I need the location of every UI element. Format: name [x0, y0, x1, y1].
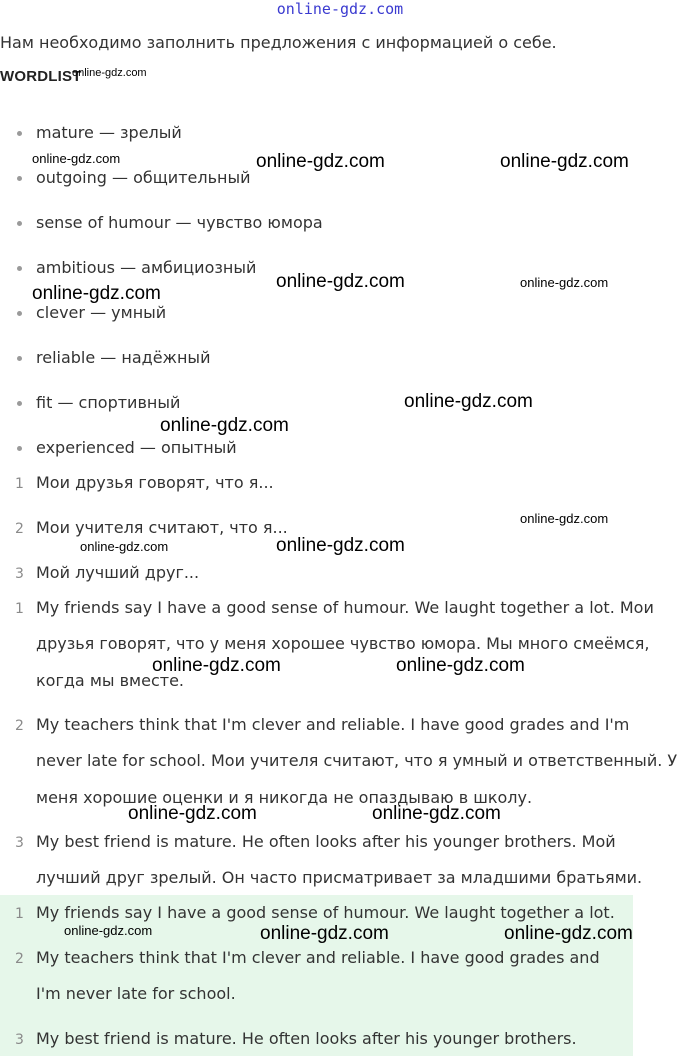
list-item	[36, 258, 256, 277]
list-item-text: reliable — надёжный	[36, 348, 211, 367]
answer-line: My best friend is mature. He often looks after his younger brothers. Мой	[36, 832, 616, 851]
bullet-dot	[17, 356, 22, 361]
watermark: online-gdz.com	[160, 415, 289, 436]
watermark: online-gdz.com	[504, 923, 633, 944]
item-number: 3	[15, 1032, 24, 1048]
watermark: online-gdz.com	[256, 151, 385, 172]
list-item	[36, 168, 251, 187]
item-number: 2	[15, 718, 24, 734]
answer-line: My teachers think that I'm clever and reliable. I have good grades and I'm	[36, 715, 630, 734]
list-item	[36, 393, 180, 412]
answer-line: My friends say I have a good sense of humour. We laught together a lot. Мои	[36, 598, 654, 617]
item-number: 3	[15, 566, 24, 582]
bullet-dot	[17, 131, 22, 136]
watermark: online-gdz.com	[32, 283, 161, 304]
answer-line: never late for school. Мои учителя считают, что я умный и ответственный. У	[36, 751, 678, 770]
item-number: 1	[15, 906, 24, 922]
prompt-text: Мой лучший друг...	[36, 563, 200, 582]
list-item	[36, 348, 210, 367]
final-answer-line: My best friend is mature. He often looks after his younger brothers.	[36, 1029, 577, 1048]
answer-line: друзья говорят, что у меня хорошее чувство юмора. Мы много смеёмся,	[36, 634, 650, 653]
watermark: online-gdz.com	[500, 151, 629, 172]
watermark: online-gdz.com	[276, 271, 405, 292]
watermark: online-gdz.com	[32, 151, 121, 166]
watermark: online-gdz.com	[64, 923, 153, 938]
watermark: online-gdz.com	[372, 803, 501, 824]
list-item-text: mature — зрелый	[36, 123, 182, 142]
answer-line: меня хорошие оценки и я никогда не опаздываю в школу.	[36, 788, 533, 807]
bullet-dot	[17, 311, 22, 316]
list-item-text: outgoing — общительный	[36, 168, 251, 187]
bullet-dot	[17, 176, 22, 181]
final-answer-line: I'm never late for school.	[36, 984, 236, 1003]
item-number: 1	[15, 601, 24, 617]
list-item	[36, 123, 182, 142]
wordlist-title: WORDLIST	[0, 68, 82, 85]
bullet-dot	[17, 266, 22, 271]
watermark: online-gdz.com	[396, 655, 525, 676]
list-item-text: ambitious — амбициозный	[36, 258, 257, 277]
item-number: 2	[15, 951, 24, 967]
prompt-text: Мои учителя считают, что я...	[36, 518, 288, 537]
final-answer-line: My teachers think that I'm clever and reliable. I have good grades and	[36, 948, 600, 967]
answer-line: лучший друг зрелый. Он часто присматривает за младшими братьями.	[36, 868, 643, 887]
watermark: online-gdz.com	[80, 539, 169, 554]
watermark: online-gdz.com	[520, 511, 609, 526]
item-number: 3	[15, 835, 24, 851]
watermark: online-gdz.com	[260, 923, 389, 944]
watermark: online-gdz.com	[520, 275, 609, 290]
site-header[interactable]: online-gdz.com	[276, 0, 404, 18]
list-item-text: sense of humour — чувство юмора	[36, 213, 323, 232]
intro-text: Нам необходимо заполнить предложения с информацией о себе.	[0, 33, 557, 52]
watermark: online-gdz.com	[276, 535, 405, 556]
answer-line: когда мы вместе.	[36, 671, 184, 690]
final-answer-line: My friends say I have a good sense of humour. We laught together a lot.	[36, 903, 615, 922]
item-number: 1	[15, 476, 24, 492]
watermark: online-gdz.com	[128, 803, 257, 824]
list-item-text: fit — спортивный	[36, 393, 181, 412]
list-item-text: experienced — опытный	[36, 438, 237, 457]
item-number: 2	[15, 521, 24, 537]
watermark: online-gdz.com	[404, 391, 533, 412]
list-item-text: clever — умный	[36, 303, 167, 322]
bullet-dot	[17, 221, 22, 226]
list-item	[36, 213, 323, 232]
list-item	[36, 303, 166, 322]
list-item	[36, 438, 237, 457]
prompt-text: Мои друзья говорят, что я...	[36, 473, 274, 492]
bullet-dot	[17, 446, 22, 451]
watermark: online-gdz.com	[72, 67, 147, 79]
watermark: online-gdz.com	[152, 655, 281, 676]
bullet-dot	[17, 401, 22, 406]
